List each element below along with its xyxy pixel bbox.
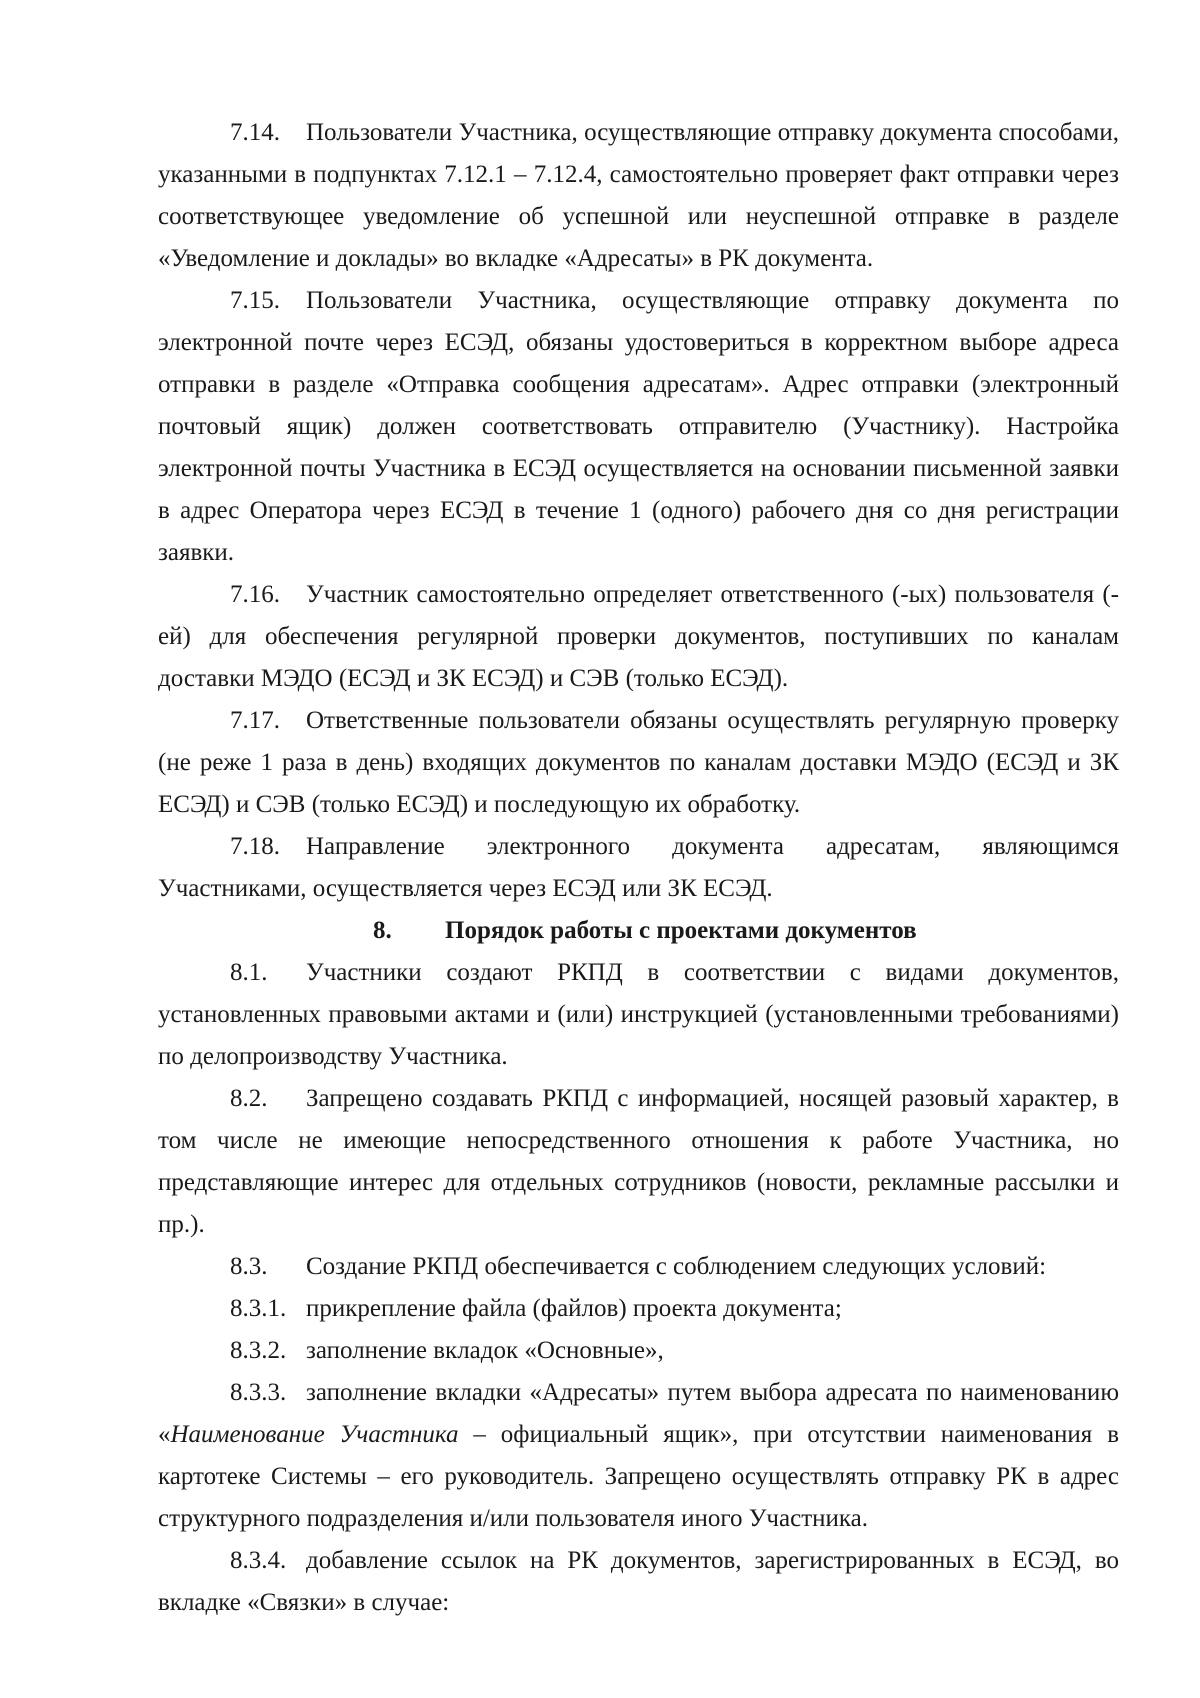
paragraph-text: Пользователи Участника, осуществляющие отправку документа способами, указанными в подпунктах 7.12.1 – 7.12.4, самостоятельно проверяет факт отправки через соответствующее уведомление об успешной или неуспешной отправке в разделе «Уведомление и доклады» во вкладке «Адресаты» в РК документа. bbox=[158, 119, 1119, 272]
document-body bbox=[158, 112, 1119, 1624]
paragraph-number: 8.3. bbox=[230, 1253, 268, 1280]
paragraph-8-2 bbox=[158, 1078, 1119, 1246]
paragraph-8-1 bbox=[158, 952, 1119, 1078]
paragraph-7-17 bbox=[158, 700, 1119, 826]
paragraph-number: 8.3.4. bbox=[230, 1547, 287, 1574]
paragraph-number: 8.3.2. bbox=[230, 1337, 287, 1364]
paragraph-text: Направление электронного документа адресатам, являющимся Участниками, осуществляется через ЕСЭД или ЗК ЕСЭД. bbox=[158, 833, 1119, 902]
paragraph-text-before: заполнение вкладки «Адресаты» путем выбора адресата по наименованию « bbox=[158, 1379, 1119, 1448]
paragraph-text: заполнение вкладок «Основные», bbox=[306, 1337, 664, 1364]
paragraph-7-14 bbox=[158, 112, 1119, 280]
paragraph-text-after: – официальный ящик», при отсутствии наименования в картотеке Системы – его руководитель. Запрещено осуществлять отправку РК в адрес структурного подразделения и/или пользователя иного Участника. bbox=[158, 1421, 1119, 1532]
paragraph-8-3 bbox=[158, 1246, 1119, 1288]
paragraph-number: 7.18. bbox=[230, 833, 280, 860]
paragraph-text: Участник самостоятельно определяет ответственного (-ых) пользователя (-ей) для обеспечения регулярной проверки документов, поступивших по каналам доставки МЭДО (ЕСЭД и ЗК ЕСЭД) и СЭВ (только ЕСЭД). bbox=[158, 581, 1119, 692]
paragraph-text: Создание РКПД обеспечивается с соблюдением следующих условий: bbox=[306, 1253, 1047, 1280]
paragraph-number: 8.3.1. bbox=[230, 1295, 287, 1322]
paragraph-text: Участники создают РКПД в соответствии с видами документов, установленных правовыми актами и (или) инструкцией (установленными требованиями) по делопроизводству Участника. bbox=[158, 959, 1119, 1070]
paragraph-text: добавление ссылок на РК документов, зарегистрированных в ЕСЭД, во вкладке «Связки» в случае: bbox=[158, 1547, 1119, 1616]
paragraph-7-18 bbox=[158, 826, 1119, 910]
heading-text: Порядок работы с проектами документов bbox=[445, 917, 917, 944]
paragraph-text: Ответственные пользователи обязаны осуществлять регулярную проверку (не реже 1 раза в день) входящих документов по каналам доставки МЭДО (ЕСЭД и ЗК ЕСЭД) и СЭВ (только ЕСЭД) и последующую их обработку. bbox=[158, 707, 1119, 818]
paragraph-text: Запрещено создавать РКПД с информацией, носящей разовый характер, в том числе не имеющие непосредственного отношения к работе Участника, но представляющие интерес для отдельных сотрудников (новости, рекламные рассылки и пр.). bbox=[158, 1085, 1119, 1238]
paragraph-number: 7.17. bbox=[230, 707, 280, 734]
paragraph-number: 8.3.3. bbox=[230, 1379, 287, 1406]
paragraph-7-15 bbox=[158, 280, 1119, 574]
paragraph-8-3-2 bbox=[158, 1330, 1119, 1372]
paragraph-number: 8.2. bbox=[230, 1085, 268, 1112]
section-heading-8 bbox=[158, 910, 1119, 952]
paragraph-number: 8.1. bbox=[230, 959, 268, 986]
paragraph-8-3-3 bbox=[158, 1372, 1119, 1540]
paragraph-text: Пользователи Участника, осуществляющие отправку документа по электронной почте через ЕСЭД, обязаны удостовериться в корректном выборе адреса отправки в разделе «Отправка сообщения адресатам». Адрес отправки (электронный почтовый ящик) должен соответствовать отправителю (Участнику). Настройка электронной почты Участника в ЕСЭД осуществляется на основании письменной заявки в адрес Оператора через ЕСЭД в течение 1 (одного) рабочего дня со дня регистрации заявки. bbox=[158, 287, 1119, 566]
paragraph-number: 7.16. bbox=[230, 581, 280, 608]
heading-number: 8. bbox=[373, 917, 392, 944]
paragraph-8-3-1 bbox=[158, 1288, 1119, 1330]
paragraph-number: 7.14. bbox=[230, 119, 280, 146]
paragraph-8-3-4 bbox=[158, 1540, 1119, 1624]
paragraph-number: 7.15. bbox=[230, 287, 280, 314]
paragraph-text-italic: Наименование Участника bbox=[170, 1421, 459, 1448]
paragraph-text: прикрепление файла (файлов) проекта документа; bbox=[306, 1295, 842, 1322]
paragraph-7-16 bbox=[158, 574, 1119, 700]
